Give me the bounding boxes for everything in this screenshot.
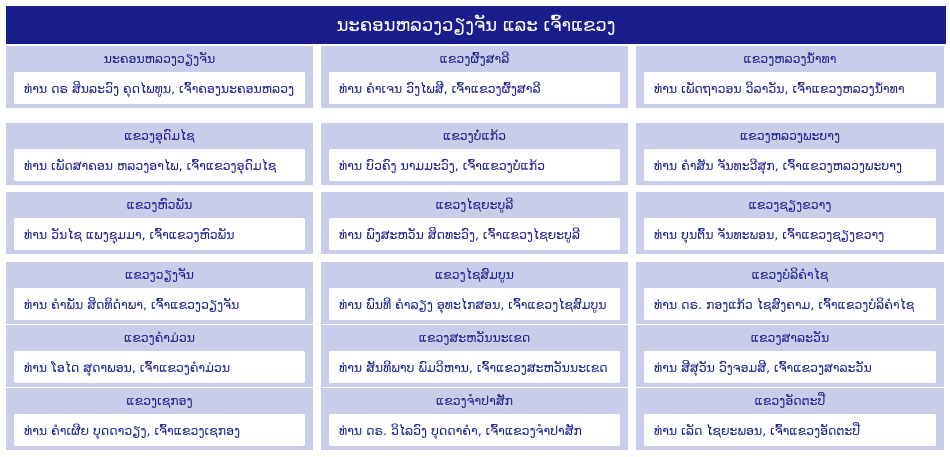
governor-name: ທ່ານ ບຸນຕົ້ນ ຈັນທະພອນ, ເຈົ້າແຂວງຊຽງຂວາງ [644, 218, 936, 250]
province-title: ແຂວງບໍ່ແກ້ວ [442, 128, 506, 143]
governor-name: ທ່ານ ດຣ. ກອງແກ້ວ ໄຊສົງຄາມ, ເຈົ້າແຂວງບໍລິຄຳໄຊ [644, 288, 936, 320]
governor-name: ທ່ານ ໂອໄດ ສຸດາພອນ, ເຈົ້າແຂວງຄຳມ່ວນ [14, 351, 305, 383]
province-title: ແຂວງບໍລິຄຳໄຊ [751, 267, 829, 282]
province-title: ແຂວງອັດຕະປື [754, 393, 826, 408]
governor-name: ທ່ານ ຄຳເຈນ ວົງໄພສີ, ເຈົ້າແຂວງຜົ້ງສາລີ [329, 72, 620, 104]
governor-name: ທ່ານ ວັນໄຊ ແພງຊຸມມາ, ເຈົ້າແຂວງຫົວພັນ [14, 218, 305, 250]
province-title: ແຂວງຄຳມ່ວນ [124, 330, 195, 345]
province-card [6, 46, 313, 108]
banner-title: ນະຄອນຫລວງວຽງຈັນ ແລະ ເຈົ້າແຂວງ [336, 14, 616, 36]
province-card [636, 192, 944, 254]
governor-name: ທ່ານ ຄຳເຜີຍ ບຸດດາວຽງ, ເຈົ້າແຂວງເຊກອງ [14, 414, 305, 446]
province-card [6, 388, 313, 450]
governor-name: ທ່ານ ຄຳພັນ ສິດທິດຳພາ, ເຈົ້າແຂວງວຽງຈັນ [14, 288, 305, 320]
province-title: ແຂວງໄຊສົມບູນ [435, 267, 514, 282]
governor-name: ທ່ານ ເພັດຖາວອນ ວິລາວັນ, ເຈົ້າແຂວງຫລວງນ້ຳທາ [644, 72, 936, 104]
province-card [321, 123, 628, 185]
province-title: ແຂວງສະຫວັນນະເຂດ [418, 330, 531, 345]
province-title: ແຂວງຊຽງຂວາງ [748, 197, 832, 212]
province-title: ແຂວງຫລວງນ້ຳທາ [743, 51, 837, 66]
province-title: ແຂວງວຽງຈັນ [124, 267, 194, 282]
page-banner [6, 6, 946, 44]
province-title: ແຂວງຈຳປາສັກ [435, 393, 513, 408]
province-card [6, 192, 313, 254]
province-title: ແຂວງເຊກອງ [126, 393, 193, 408]
governor-name: ທ່ານ ຄຳສັນ ຈັນທະວີສຸກ, ເຈົ້າແຂວງຫລວງພະບາງ [644, 149, 936, 181]
province-card [321, 192, 628, 254]
governor-name: ທ່ານ ເລັດ ໄຊຍະພອນ, ເຈົ້າແຂວງອັດຕະປື [644, 414, 936, 446]
province-card [636, 388, 944, 450]
province-card [636, 46, 944, 108]
province-card [636, 325, 944, 387]
province-title: ແຂວງຫລວງພະບາງ [739, 128, 841, 143]
province-title: ນະຄອນຫລວງວຽງຈັນ [103, 51, 216, 66]
governor-name: ທ່ານ ເພັດສາຄອນ ຫລວງອາໄພ, ເຈົ້າແຂວງອຸດົມໄຊ [14, 149, 305, 181]
province-title: ແຂວງຜົ້ງສາລີ [439, 51, 510, 66]
province-card [6, 123, 313, 185]
governor-name: ທ່ານ ດຣ. ວິໄລວົງ ບຸດດາຄຳ, ເຈົ້າແຂວງຈຳປາສັກ [329, 414, 620, 446]
province-card [636, 262, 944, 324]
province-title: ແຂວງໄຊຍະບູລີ [435, 197, 514, 212]
province-card [6, 325, 313, 387]
governor-name: ທ່ານ ສັນທິພາບ ພົມວິຫານ, ເຈົ້າແຂວງສະຫວັນນະເຂດ [329, 351, 620, 383]
province-card [321, 46, 628, 108]
province-card [636, 123, 944, 185]
province-title: ແຂວງອຸດົມໄຊ [124, 128, 195, 143]
governor-name: ທ່ານ ພົນທີ ຄຳລຽງ ອຸທະໄກສອນ, ເຈົ້າແຂວງໄຊສົມບູນ [329, 288, 620, 320]
governor-name: ທ່ານ ດຣ ສິນລະວົງ ຄຸດໄພທູນ, ເຈົ້າຄອງນະຄອນຫລວງ [14, 72, 305, 104]
province-title: ແຂວງສາລະວັນ [750, 330, 830, 345]
governor-name: ທ່ານ ບົວຄົງ ນາມມະວົງ, ເຈົ້າແຂວງບໍ່ແກ້ວ [329, 149, 620, 181]
province-card [321, 388, 628, 450]
governor-name: ທ່ານ ພົງສະຫວັນ ສິດທະວົງ, ເຈົ້າແຂວງໄຊຍະບູລີ [329, 218, 620, 250]
province-card [6, 262, 313, 324]
province-title: ແຂວງຫົວພັນ [126, 197, 193, 212]
province-card [321, 325, 628, 387]
governor-name: ທ່ານ ສີສຸວັນ ວົງຈອມສີ, ເຈົ້າແຂວງສາລະວັນ [644, 351, 936, 383]
province-card [321, 262, 628, 324]
